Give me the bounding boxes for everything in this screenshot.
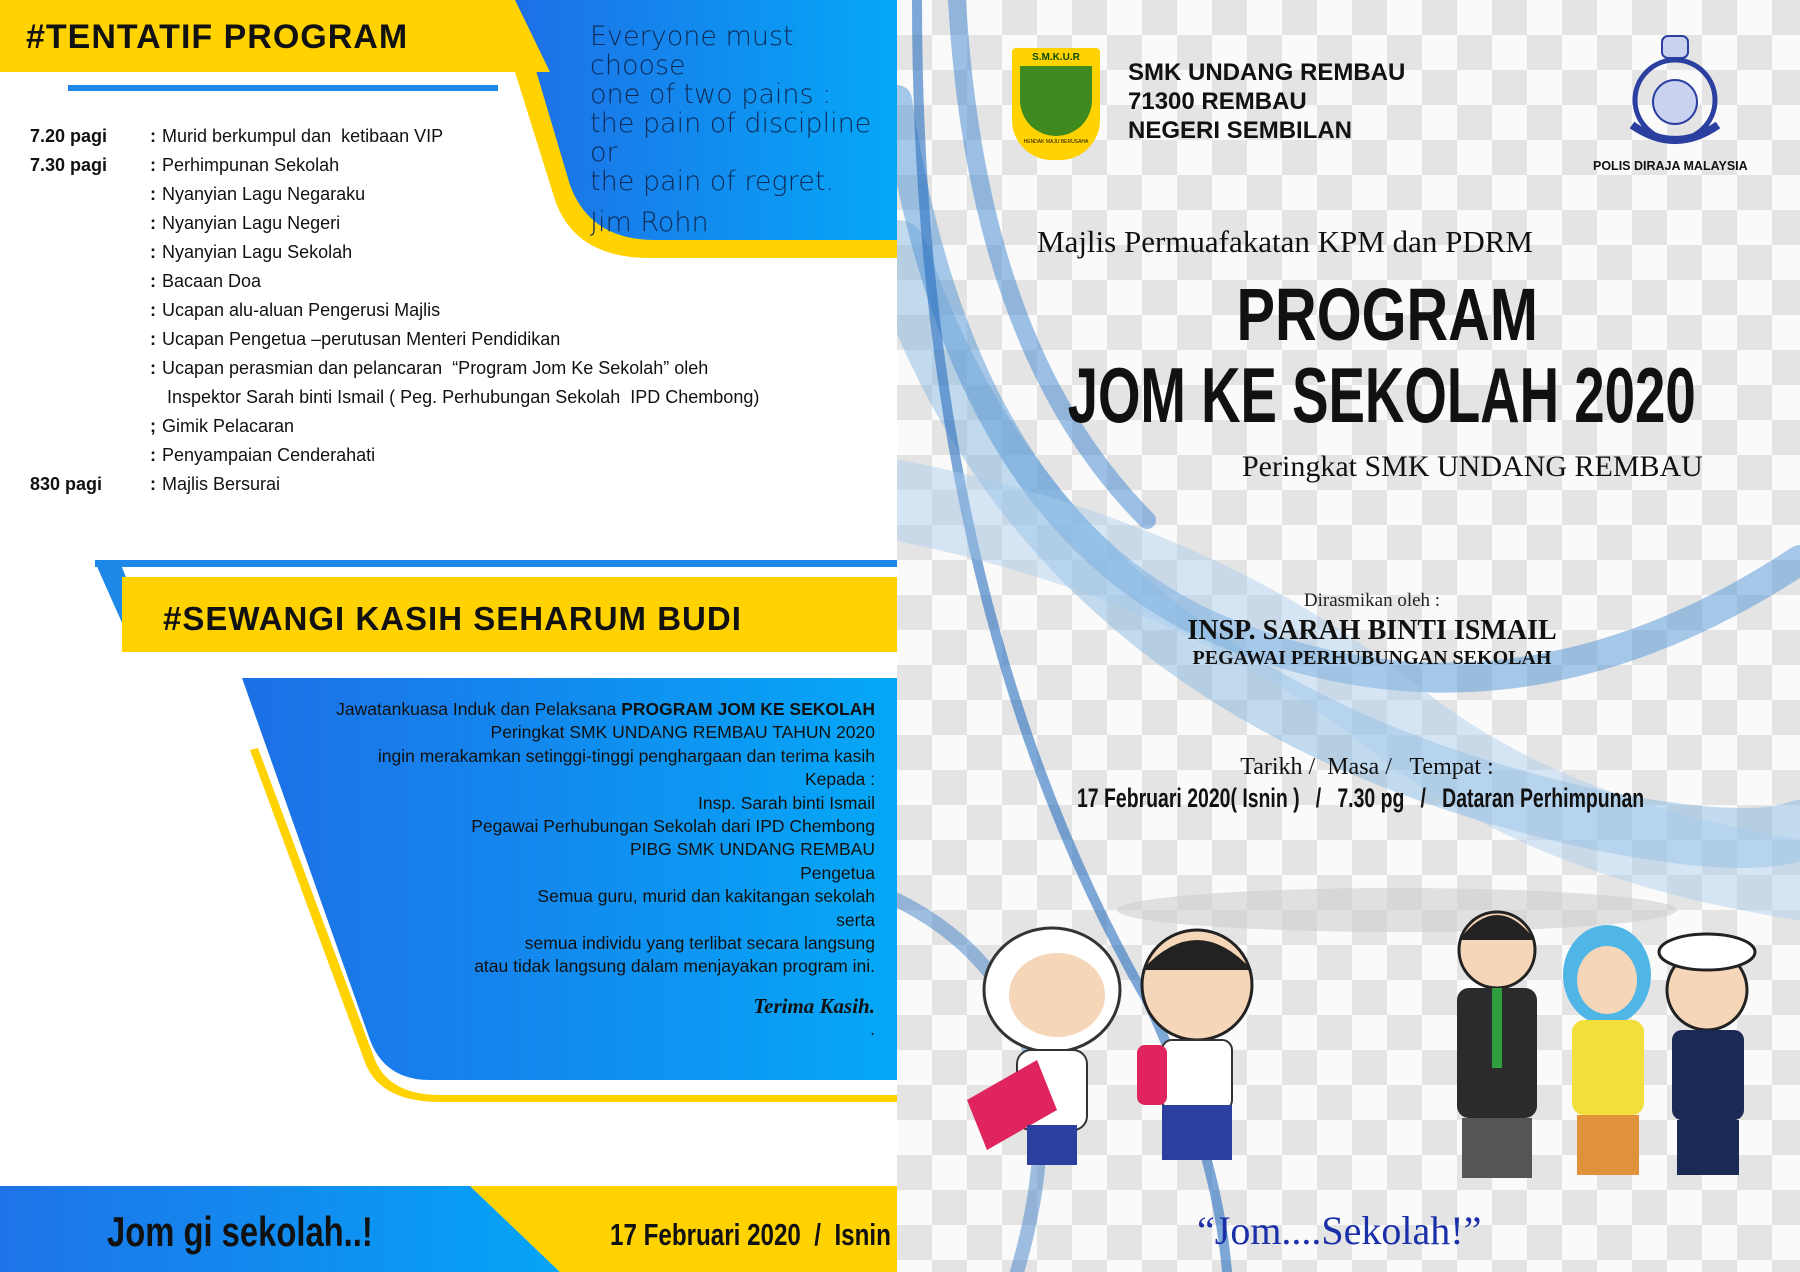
schedule-separator: : [150, 474, 156, 494]
police-label: POLIS DIRAJA MALAYSIA [1593, 159, 1748, 173]
characters-illustration-icon [947, 870, 1777, 1190]
school-postcode: 71300 REMBAU [1128, 88, 1307, 115]
schedule-row [150, 325, 759, 354]
schedule-row [30, 151, 759, 180]
schedule-separator: : [150, 184, 156, 204]
thanks-line: semua individu yang terlibat secara langsung [524, 933, 875, 954]
section-title-sewangi: #SEWANGI KASIH SEHARUM BUDI [163, 600, 742, 637]
schedule-separator: : [150, 300, 156, 320]
schedule-row [150, 441, 759, 470]
thanks-line: Peringkat SMK UNDANG REMBAU TAHUN 2020 [490, 722, 875, 743]
officer-role: PEGAWAI PERHUBUNGAN SEKOLAH [1192, 647, 1552, 669]
thanks-dot: . [870, 1019, 875, 1040]
event-subtitle: Majlis Permuafakatan KPM dan PDRM [1037, 224, 1533, 259]
thanks-line: atau tidak langsung dalam menjayakan program ini. [474, 956, 875, 977]
schedule-item: Majlis Bersurai [162, 474, 281, 494]
school-name: SMK UNDANG REMBAU [1128, 59, 1406, 86]
section-title-tentatif: #TENTATIF PROGRAM [26, 18, 409, 56]
schedule-item: Nyanyian Lagu Sekolah [162, 242, 353, 262]
thanks-intro: Jawatankuasa Induk dan Pelaksana [336, 699, 622, 719]
school-state: NEGERI SEMBILAN [1128, 117, 1353, 144]
schedule-item: Murid berkumpul dan ketibaan VIP [162, 126, 444, 146]
thanks-line: Kepada : [804, 769, 875, 790]
schedule-item: Inspektor Sarah binti Ismail ( Peg. Perhubungan Sekolah IPD Chembong) [162, 387, 760, 407]
officiated-label: Dirasmikan oleh : [1303, 590, 1441, 611]
when-where-block [1077, 783, 1777, 814]
school-logo-motto: HENDAK MAJU BERUSAHA [1023, 139, 1089, 145]
schedule-separator: : [150, 242, 156, 262]
slogan: “Jom....Sekolah!” [1197, 1208, 1482, 1253]
schedule-row [150, 412, 759, 441]
schedule-time: 830 pagi [30, 474, 103, 494]
schedule-separator: : [150, 126, 156, 146]
thanks-line: Pengetua [800, 862, 875, 883]
schedule-row [150, 354, 759, 383]
schedule-list [30, 122, 759, 499]
schedule-item: Gimik Pelacaran [162, 416, 295, 436]
title-block-2 [897, 350, 1800, 441]
officer-name: INSP. SARAH BINTI ISMAIL [1187, 615, 1557, 646]
schedule-item: Penyampaian Cenderahati [162, 445, 376, 465]
event-level: Peringkat SMK UNDANG REMBAU [1242, 450, 1703, 483]
thanks-program: PROGRAM JOM KE SEKOLAH [621, 699, 875, 719]
schedule-row [150, 383, 759, 412]
schedule-separator: : [150, 445, 156, 465]
schedule-separator: ; [150, 416, 156, 436]
quote-line: the pain of regret. [590, 166, 834, 197]
footer-slogan: Jom gi sekolah..! [107, 1208, 373, 1255]
schedule-item: Perhimpunan Sekolah [162, 155, 340, 175]
event-title-line1: PROGRAM [1236, 273, 1538, 356]
quote-line: the pain of discipline or [590, 108, 872, 168]
school-logo [1012, 48, 1100, 160]
when-where-value: 17 Februari 2020( Isnin ) / 7.30 pg / Dataran Perhimpunan [1077, 783, 1645, 813]
event-title-line2: JOM KE SEKOLAH 2020 [1067, 351, 1697, 439]
thanks-line: Pegawai Perhubungan Sekolah dari IPD Chembong [471, 816, 875, 837]
thanks-line: ingin merakamkan setinggi-tinggi penghargaan dan terima kasih [377, 745, 875, 766]
schedule-time: 7.20 pagi [30, 126, 108, 146]
quote-line: one of two pains : [590, 79, 832, 110]
schedule-item: Ucapan perasmian dan pelancaran “Program Jom Ke Sekolah” oleh [162, 358, 709, 378]
when-where-label: Tarikh / Masa / Tempat : [1240, 754, 1494, 780]
title-block [897, 272, 1800, 357]
schedule-row [150, 267, 759, 296]
school-logo-text: S.M.K.U.R [1032, 52, 1080, 63]
schedule-item: Nyanyian Lagu Negaraku [162, 184, 366, 204]
schedule-row [150, 238, 759, 267]
schedule-item: Ucapan Pengetua –perutusan Menteri Pendidikan [162, 329, 561, 349]
thanks-line: PIBG SMK UNDANG REMBAU [629, 839, 875, 860]
thanks-line: Insp. Sarah binti Ismail [697, 792, 875, 813]
footer-date: 17 Februari 2020 / Isnin [610, 1217, 891, 1252]
schedule-row [150, 209, 759, 238]
schedule-separator: : [150, 271, 156, 291]
left-panel [0, 0, 897, 1272]
police-crest-icon [1620, 30, 1730, 150]
schedule-separator: : [150, 155, 156, 175]
right-panel [897, 0, 1800, 1272]
schedule-separator: : [150, 358, 156, 378]
quote-author: Jim Rohn [590, 207, 709, 238]
thanks-text [336, 698, 875, 1042]
thanks-line: serta [836, 909, 875, 930]
schedule-row [30, 122, 759, 151]
school-address [1128, 58, 1405, 145]
schedule-row [150, 296, 759, 325]
schedule-item: Ucapan alu-aluan Pengerusi Majlis [162, 300, 441, 320]
schedule-time: 7.30 pagi [30, 155, 108, 175]
schedule-row [30, 470, 759, 499]
schedule-row [150, 180, 759, 209]
schedule-separator: : [150, 329, 156, 349]
schedule-separator: : [150, 213, 156, 233]
schedule-item: Nyanyian Lagu Negeri [162, 213, 341, 233]
schedule-item: Bacaan Doa [162, 271, 262, 291]
quote-line: Everyone must choose [590, 21, 794, 81]
thanks-sign: Terima Kasih. [753, 993, 875, 1018]
thanks-line: Semua guru, murid dan kakitangan sekolah [537, 886, 875, 907]
